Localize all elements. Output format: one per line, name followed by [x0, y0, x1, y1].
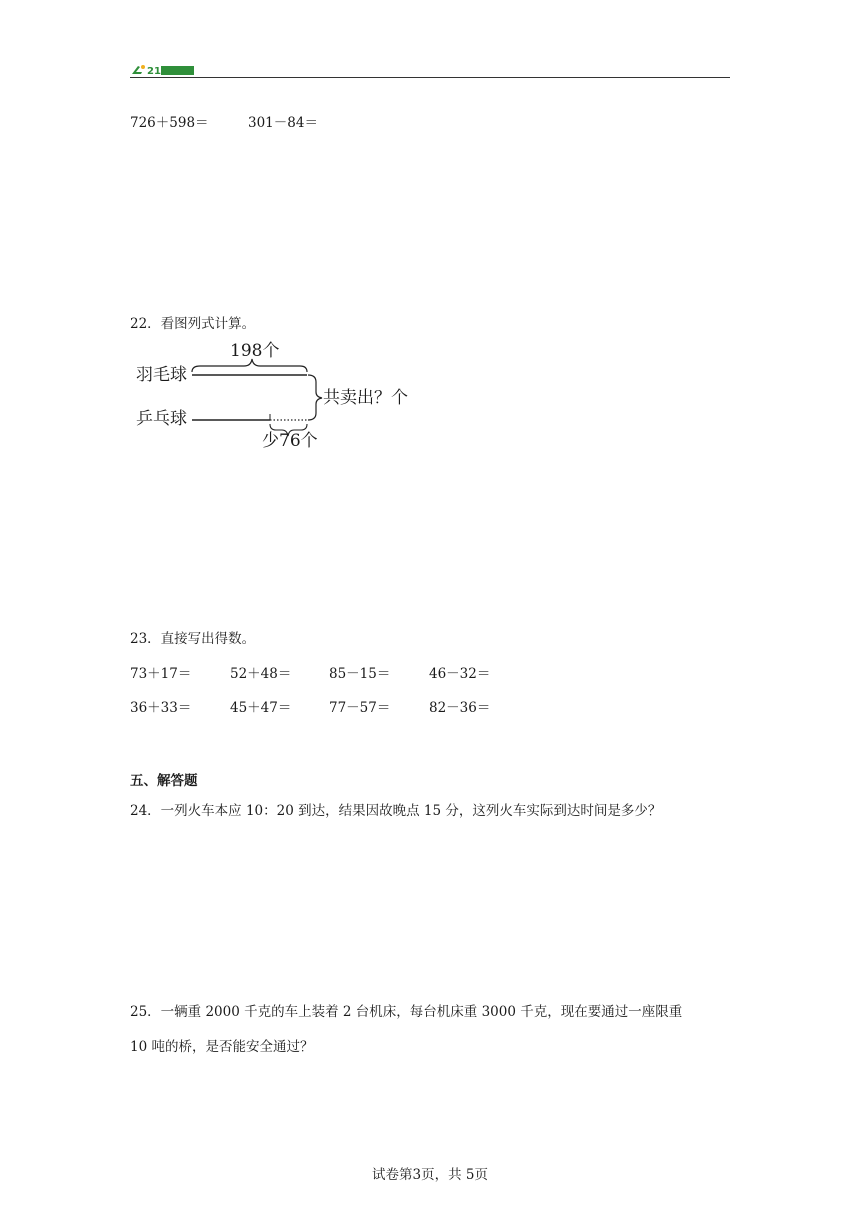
q23-title: 23．直接写出得数。 [130, 631, 256, 647]
q24-text: 24．一列火车本应 10：20 到达，结果因故晚点 15 分，这列火车实际到达时间是多少？ [130, 803, 662, 819]
q23-r2-c2: 45＋47＝ [230, 700, 292, 716]
q23-r1-c2: 52＋48＝ [230, 666, 292, 682]
q23-r1-c4: 46－32＝ [429, 666, 491, 682]
section-heading: 五、解答题 [130, 773, 198, 789]
header-divider [130, 77, 730, 78]
q21-expr-1: 726＋598＝ [130, 115, 209, 131]
line-segment-diagram [130, 338, 430, 458]
diagram-label-198: 198个 [230, 341, 280, 361]
diagram-label-less: 少76个 [262, 431, 318, 451]
q22-title: 22．看图列式计算。 [130, 316, 256, 332]
q23-r1-c3: 85－15＝ [329, 666, 391, 682]
q23-r2-c3: 77－57＝ [329, 700, 391, 716]
diagram-label-badminton: 羽毛球 [136, 365, 187, 385]
q25-text-line2: 10 吨的桥，是否能安全通过？ [130, 1039, 314, 1055]
page-footer: 试卷第3页，共 5页 [372, 1167, 488, 1183]
q23-r2-c1: 36＋33＝ [130, 700, 192, 716]
q23-r2-c4: 82－36＝ [429, 700, 491, 716]
svg-text:21: 21 [147, 66, 161, 77]
q21-expr-2: 301－84＝ [248, 115, 318, 131]
diagram-label-total: 共卖出？个 [323, 388, 408, 408]
diagram-label-pingpong: 乒乓球 [136, 409, 187, 429]
q23-r1-c1: 73＋17＝ [130, 666, 192, 682]
publisher-logo [130, 62, 196, 76]
q25-text-line1: 25．一辆重 2000 千克的车上装着 2 台机床，每台机床重 3000 千克，现在要通过一座限重 [130, 1004, 683, 1020]
